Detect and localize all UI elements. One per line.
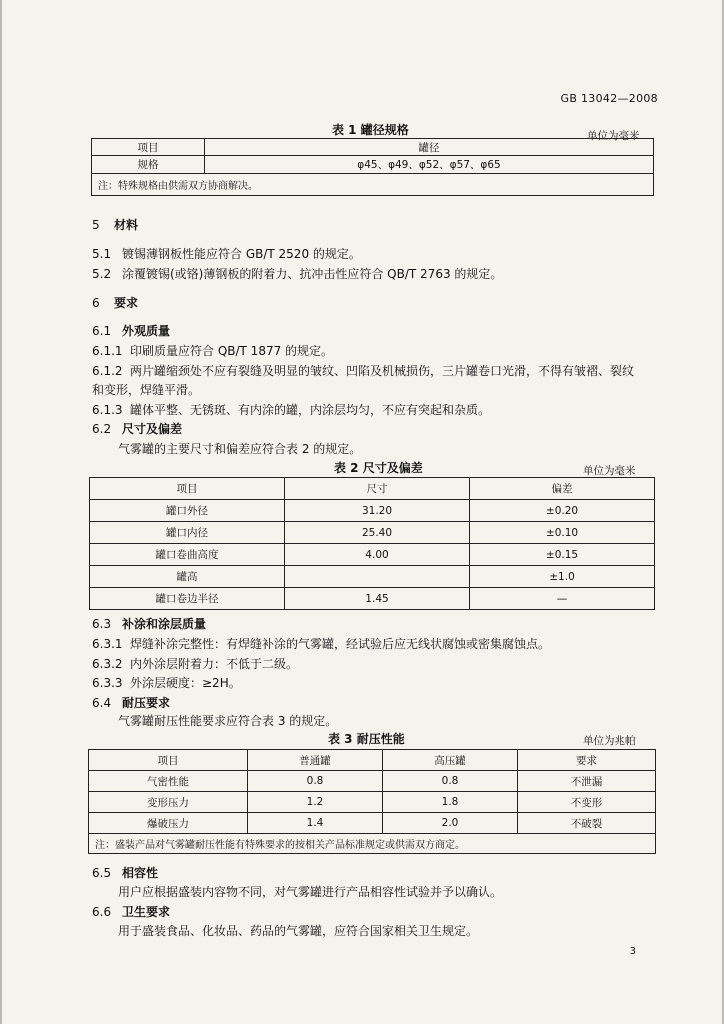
table2-title: 表 2 尺寸及偏差 xyxy=(334,461,423,475)
table2-cell: — xyxy=(470,588,655,610)
table3-title: 表 3 耐压性能 xyxy=(328,732,405,746)
section-6-3-heading: 6.3 补涂和涂层质量 xyxy=(92,617,207,631)
table2-cell: 罐口外径 xyxy=(90,500,285,522)
table-row xyxy=(90,522,655,544)
section-6-1-2-continued: 和变形，焊缝平滑。 xyxy=(92,383,201,397)
table3-header-requirement: 要求 xyxy=(518,750,656,771)
table2-dimensions xyxy=(89,477,655,610)
table3-cell: 变形压力 xyxy=(89,792,248,813)
section-6-1-3: 6.1.3 罐体平整、无锈斑、有内涂的罐，内涂层均匀，不应有突起和杂质。 xyxy=(92,403,491,417)
table3-cell: 1.8 xyxy=(383,792,518,813)
table3-cell: 不变形 xyxy=(518,792,656,813)
table1-header-caliber: 罐径 xyxy=(205,139,654,156)
table1-note: 注：特殊规格由供需双方协商解决。 xyxy=(92,174,654,196)
table2-cell: 罐高 xyxy=(90,566,285,588)
table2-cell xyxy=(285,566,470,588)
table3-cell: 爆破压力 xyxy=(89,813,248,834)
table3-pressure-resistance xyxy=(88,749,656,854)
section-6-3-2: 6.3.2 内外涂层附着力：不低于二级。 xyxy=(92,657,299,671)
table2-cell: 罐口卷曲高度 xyxy=(90,544,285,566)
section-6-heading: 6 要求 xyxy=(92,296,139,310)
section-6-4-heading: 6.4 耐压要求 xyxy=(92,696,171,710)
table2-header-item: 项目 xyxy=(90,478,285,500)
table2-cell: 罐口卷边半径 xyxy=(90,588,285,610)
table-row xyxy=(90,544,655,566)
table1-caliber-spec xyxy=(91,138,654,196)
table-row xyxy=(90,500,655,522)
standard-code-header: GB 13042—2008 xyxy=(560,92,658,105)
table2-cell: ±1.0 xyxy=(470,566,655,588)
table3-cell: 不泄漏 xyxy=(518,771,656,792)
table-row xyxy=(89,792,656,813)
section-5-heading: 5 材料 xyxy=(92,218,139,232)
table3-note: 注：盛装产品对气雾罐耐压性能有特殊要求的按相关产品标准规定或供需双方商定。 xyxy=(89,834,656,854)
table2-cell: ±0.10 xyxy=(470,522,655,544)
table2-header-tolerance: 偏差 xyxy=(470,478,655,500)
section-5-2: 5.2 涂覆镀锡(或铬)薄钢板的附着力、抗冲击性应符合 QB/T 2763 的规定。 xyxy=(92,267,503,281)
table2-unit: 单位为毫米 xyxy=(583,465,636,477)
section-6-1-2: 6.1.2 两片罐缩颈处不应有裂缝及明显的皱纹、凹陷及机械损伤，三片罐卷口光滑，不得有皱褶、裂纹 xyxy=(92,364,635,378)
table-row xyxy=(89,771,656,792)
section-6-2-heading: 6.2 尺寸及偏差 xyxy=(92,422,183,436)
table1-row-value: φ45、φ49、φ52、φ57、φ65 xyxy=(205,156,654,174)
table3-cell: 0.8 xyxy=(248,771,383,792)
table3-cell: 0.8 xyxy=(383,771,518,792)
section-6-4-intro: 气雾罐耐压性能要求应符合表 3 的规定。 xyxy=(118,714,338,728)
section-6-2-intro: 气雾罐的主要尺寸和偏差应符合表 2 的规定。 xyxy=(118,442,362,456)
page-number: 3 xyxy=(629,946,636,957)
table2-cell: 4.00 xyxy=(285,544,470,566)
section-6-6-heading: 6.6 卫生要求 xyxy=(92,905,171,919)
table1-unit: 单位为毫米 xyxy=(587,130,640,142)
table3-header-item: 项目 xyxy=(89,750,248,771)
table1-title: 表 1 罐径规格 xyxy=(332,123,409,137)
table3-header-high-pressure-can: 高压罐 xyxy=(383,750,518,771)
table3-cell: 1.4 xyxy=(248,813,383,834)
section-6-1-heading: 6.1 外观质量 xyxy=(92,324,171,338)
table2-cell: 罐口内径 xyxy=(90,522,285,544)
table2-cell: 31.20 xyxy=(285,500,470,522)
section-6-5-text: 用户应根据盛装内容物不同，对气雾罐进行产品相容性试验并予以确认。 xyxy=(118,885,503,899)
section-6-5-heading: 6.5 相容性 xyxy=(92,866,159,880)
page-edge-left xyxy=(0,0,2,1024)
table3-header-normal-can: 普通罐 xyxy=(248,750,383,771)
section-6-6-text: 用于盛装食品、化妆品、药品的气雾罐，应符合国家相关卫生规定。 xyxy=(118,924,479,938)
section-5-1: 5.1 镀锡薄钢板性能应符合 GB/T 2520 的规定。 xyxy=(92,247,361,261)
section-6-3-3: 6.3.3 外涂层硬度：≥2H。 xyxy=(92,676,241,690)
table3-cell: 不破裂 xyxy=(518,813,656,834)
table3-cell: 2.0 xyxy=(383,813,518,834)
table3-cell: 1.2 xyxy=(248,792,383,813)
section-6-3-1: 6.3.1 焊缝补涂完整性：有焊缝补涂的气雾罐，经试验后应无线状腐蚀或密集腐蚀点。 xyxy=(92,637,551,651)
table1-header-item: 项目 xyxy=(92,139,205,156)
table2-header-size: 尺寸 xyxy=(285,478,470,500)
table3-unit: 单位为兆帕 xyxy=(583,735,636,747)
section-6-1-1: 6.1.1 印刷质量应符合 QB/T 1877 的规定。 xyxy=(92,344,334,358)
table-row xyxy=(89,813,656,834)
table2-cell: 1.45 xyxy=(285,588,470,610)
table-row xyxy=(90,566,655,588)
table3-cell: 气密性能 xyxy=(89,771,248,792)
table2-cell: ±0.20 xyxy=(470,500,655,522)
table-row xyxy=(90,588,655,610)
table2-cell: ±0.15 xyxy=(470,544,655,566)
table2-cell: 25.40 xyxy=(285,522,470,544)
table1-row-label: 规格 xyxy=(92,156,205,174)
